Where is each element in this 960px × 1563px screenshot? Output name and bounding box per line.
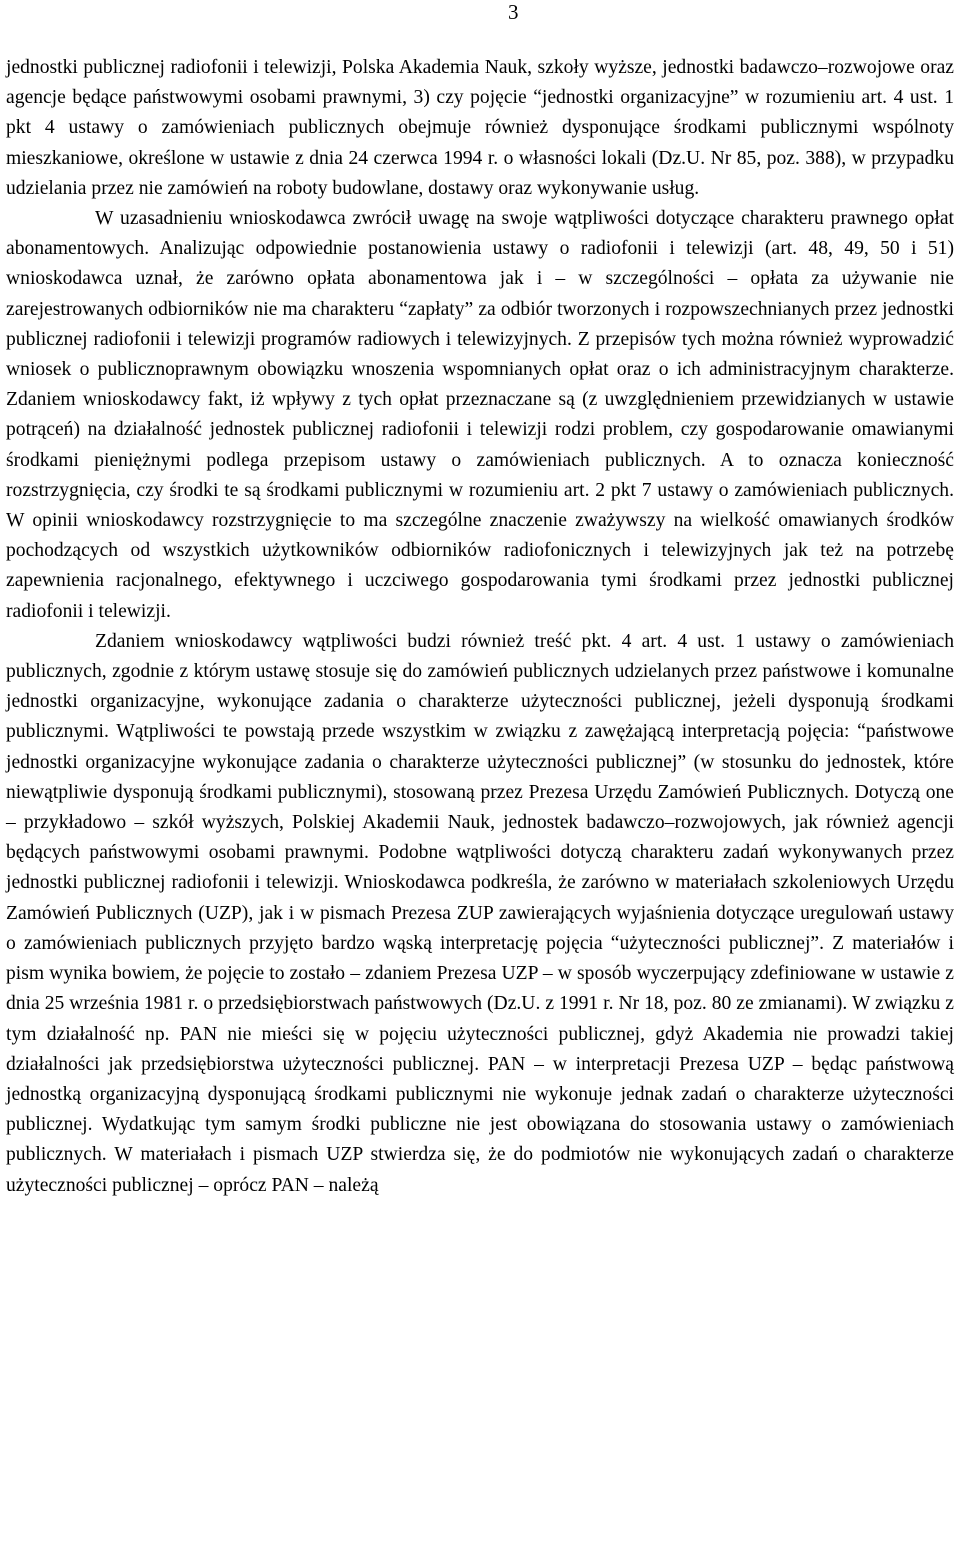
- page-number: 3: [508, 0, 519, 24]
- document-body: [6, 53, 954, 1201]
- paragraph-questions-continued: jednostki publicznej radiofonii i telewizji, Polska Akademia Nauk, szkoły wyższe, jednostki badawczo–rozwojowe oraz agencje będące państwowymi osobami prawnymi, 3) czy pojęcie “jednostki organizacyjne” w rozumieniu art. 4 ust. 1 pkt 4 ustawy o zamówieniach publicznych obejmuje również dysponujące środkami publicznymi wspólnoty mieszkaniowe, określone w ustawie z dnia 24 czerwca 1994 r. o własności lokali (Dz.U. Nr 85, poz. 388), w przypadku udzielania przez nie zamówień na roboty budowlane, dostawy oraz wykonywanie usług.: [6, 57, 954, 199]
- paragraph-justification: W uzasadnieniu wnioskodawca zwrócił uwagę na swoje wątpliwości dotyczące charakteru prawnego opłat abonamentowych. Analizując odpowiednie postanowienia ustawy o radiofonii i telewizji (art. 48, 49, 50 i 51) wnioskodawca uznał, że zarówno opłata abonamentowa jak i – w szczególności – opłata za używanie nie zarejestrowanych odbiorników nie ma charakteru “zapłaty” za odbiór tworzonych i rozpowszechnianych przez jednostki publicznej radiofonii i telewizji programów radiowych i telewizyjnych. Z przepisów tych można również wyprowadzić wniosek o publicznoprawnym obowiązku wnoszenia wspomnianych opłat oraz o ich administracyjnym charakterze. Zdaniem wnioskodawcy fakt, iż wpływy z tych opłat przeznaczane są (z uwzględnieniem przewidzianych w ustawie potrąceń) na działalność jednostek publicznej radiofonii i telewizji rodzi problem, czy gospodarowanie omawianymi środkami pieniężnymi podlega przepisom ustawy o zamówieniach publicznych. A to oznacza konieczność rozstrzygnięcia, czy środki te są środkami publicznymi w rozumieniu art. 2 pkt 7 ustawy o zamówieniach publicznych. W opinii wnioskodawcy rozstrzygnięcie to ma szczególne znaczenie zważywszy na wielkość omawianych środków pochodzących od wszystkich użytkowników odbiorników radiofonicznych i telewizyjnych jak też na potrzebę zapewnienia racjonalnego, efektywnego i uczciwego gospodarowania tymi środkami przez jednostki publicznej radiofonii i telewizji.: [6, 208, 954, 622]
- paragraph-doubts-public-utility: Zdaniem wnioskodawcy wątpliwości budzi również treść pkt. 4 art. 4 ust. 1 ustawy o zamówieniach publicznych, zgodnie z którym ustawę stosuje się do zamówień publicznych udzielanych przez państwowe i komunalne jednostki organizacyjne, wykonujące zadania o charakterze użyteczności publicznej, jeżeli dysponują środkami publicznymi. Wątpliwości te powstają przede wszystkim w związku z zawężającą interpretacją pojęcia: “państwowe jednostki organizacyjne wykonujące zadania o charakterze użyteczności publicznej” (w stosunku do jednostek, które niewątpliwie dysponują środkami publicznymi), stosowaną przez Prezesa Urzędu Zamówień Publicznych. Dotyczą one – przykładowo – szkół wyższych, Polskiej Akademii Nauk, jednostek badawczo–rozwojowych, jak również agencji będących państwowymi osobami prawnymi. Podobne wątpliwości dotyczą charakteru zadań wykonywanych przez jednostki publicznej radiofonii i telewizji. Wnioskodawca podkreśla, że zarówno w materiałach szkoleniowych Urzędu Zamówień Publicznych (UZP), jak i w pismach Prezesa ZUP zawierających wyjaśnienia dotyczące uregulowań ustawy o zamówieniach publicznych przyjęto bardzo wąską interpretację pojęcia “użyteczności publicznej”. Z materiałów i pism wynika bowiem, że pojęcie to zostało – zdaniem Prezesa UZP – w sposób wyczerpujący zdefiniowane w ustawie z dnia 25 września 1981 r. o przedsiębiorstwach państwowych (Dz.U. z 1991 r. Nr 18, poz. 80 ze zmianami). W związku z tym działalność np. PAN nie mieści się w pojęciu użyteczności publicznej, gdyż Akademia nie prowadzi takiej działalności jak przedsiębiorstwa użyteczności publicznej. PAN – w interpretacji Prezesa UZP – będąc państwową jednostką organizacyjną dysponującą środkami publicznymi nie wykonuje jednak zadań o charakterze użyteczności publicznej. Wydatkując tym samym środki publiczne nie jest obowiązana do stosowania ustawy o zamówieniach publicznych. W materiałach i pismach UZP stwierdza się, że do podmiotów nie wykonujących zadań o charakterze użyteczności publicznej – oprócz PAN – należą: [6, 630, 954, 1196]
